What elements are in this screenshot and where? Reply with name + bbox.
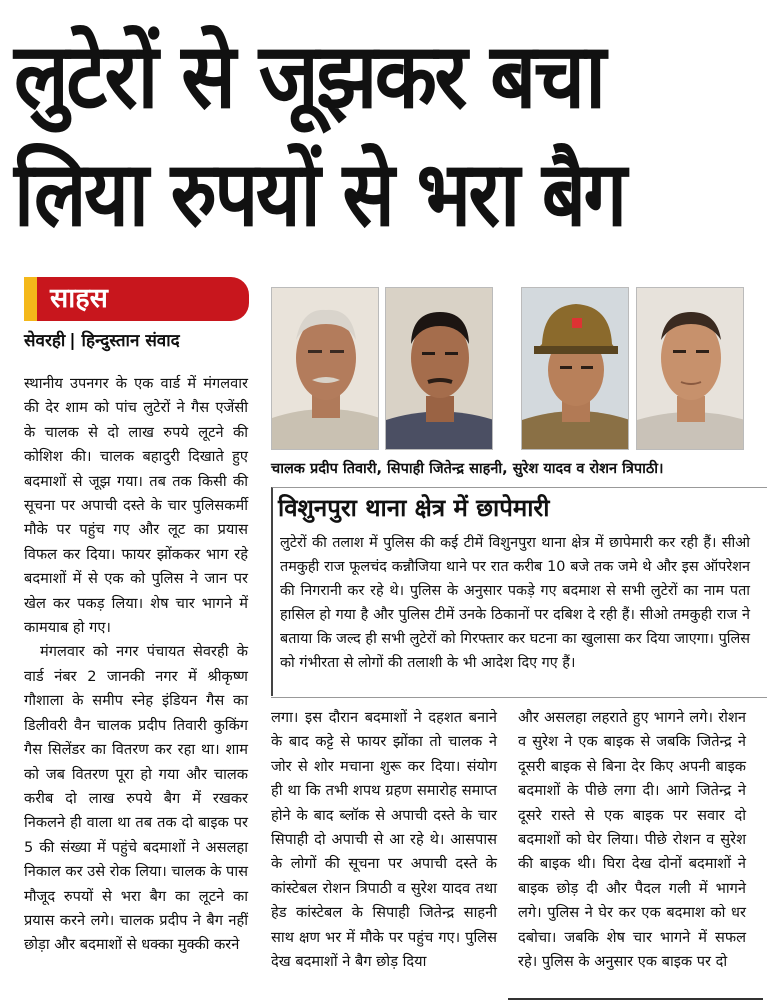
photo-driver-pradeep — [271, 287, 379, 450]
article-column-1 — [24, 372, 248, 958]
photo-constable-roshan — [636, 287, 744, 450]
kicker-accent-bar — [24, 277, 37, 321]
byline-place: सेवरही — [24, 331, 66, 351]
article-column-2: लगा। इस दौरान बदमाशों ने दहशत बनाने के बाद कट्टे से फायर झोंका तो चालक ने जोर से शोर मचाना शुरू कर दिया। संयोग ही था कि तभी शपथ ग्रहण समारोह समाप्त होने के बाद ब्लॉक से अपाची दस्ते के चार सिपाही दो अपाची से आ रहे थे। आसपास के लोगों की सूचना पर अपाची दस्ते के कांस्टेबल रोशन त्रिपाठी व सुरेश यादव तथा हेड कांस्टेबल के सिपाही जितेन्द्र साहनी साथ क्षण भर में मौके पर पहुंच गए। पुलिस देख बदमाशों ने बैग छोड़ दिया — [271, 709, 497, 971]
byline-separator: | — [69, 331, 76, 351]
sidebox-title: विशुनपुरा थाना क्षेत्र में छापेमारी — [278, 494, 550, 522]
byline — [24, 328, 180, 351]
photo-constable-suresh — [521, 287, 629, 450]
photo-constable-jitendra — [385, 287, 493, 450]
kicker-label — [24, 277, 249, 321]
article-paragraph-1: स्थानीय उपनगर के एक वार्ड में मंगलवार की देर शाम को पांच लुटेरों ने गैस एजेंसी के चालक से दो लाख रुपये लूटने की कोशिश की। चालक बहादुरी दिखाते हुए बदमाशों से जूझ गया। तब तक किसी की सूचना पर अपाची दस्ते के चार पुलिसकर्मी मौके पर पहुंच गए और लूट का प्रयास विफल कर दिया। फायर झोंककर भाग रहे बदमाशों में से एक को पुलिस ने जान पर खेल कर पकड़ लिया। शेष चार भागने में कामयाब हो गए। — [24, 375, 248, 637]
headline-line-2: लिया रुपयों से भरा बैग — [14, 142, 625, 247]
headline-line-1: लुटेरों से जूझकर बचा — [14, 24, 604, 129]
bottom-divider — [508, 998, 763, 1000]
sidebox-body: लुटेरों की तलाश में पुलिस की कई टीमें विशुनपुरा थाना क्षेत्र में छापेमारी कर रही हैं। सीओ तमकुही राज फूलचंद कन्नौजिया थाने पर रात करीब 10 बजे तक जमे थे और इस ऑपरेशन की निगरानी कर रहे थे। पुलिस के अनुसार पकड़े गए बदमाश से सभी लुटेरों का नाम पता हासिल हो गया है और पुलिस टीमें उनके ठिकानों पर दबिश दे रही हैं। सीओ तमकुही राज ने बताया कि जल्द ही सभी लुटेरों को गिरफ्तार कर घटना का खुलासा कर दिया जाएगा। पुलिस को गंभीरता से लोगों की तलाशी के भी आदेश दिए गए हैं। — [280, 535, 750, 671]
kicker-text: साहस — [50, 283, 108, 314]
byline-source: हिन्दुस्तान संवाद — [81, 331, 180, 351]
photo-caption: चालक प्रदीप तिवारी, सिपाही जितेन्द्र साहनी, सुरेश यादव व रोशन त्रिपाठी। — [271, 461, 664, 477]
article-paragraph-2: मंगलवार को नगर पंचायत सेवरही के वार्ड नंबर 2 जानकी नगर में श्रीकृष्ण गौशाला के समीप स्नेह इंडियन गैस का डिलीवरी वैन चालक प्रदीप तिवारी कुकिंग गैस सिलेंडर का वितरण कर रहा था। शाम को जब वितरण पूरा हो गया और चालक करीब दो लाख रुपये बैग में रखकर निकलने ही वाला था तब तक दो बाइक पर 5 की संख्या में पहुंचे बदमाशों ने असलहा निकाल कर उसे रोक लिया। चालक के पास मौजूद रुपयों से भरा बैग का लूटने का प्रयास करने लगे। चालक प्रदीप ने बैग नहीं छोड़ा और बदमाशों से धक्का मुक्की करने — [24, 643, 248, 954]
photo-strip — [271, 287, 744, 450]
section-divider — [271, 697, 767, 698]
article-column-3: और असलहा लहराते हुए भागने लगे। रोशन व सुरेश ने एक बाइक से जबकि जितेन्द्र ने दूसरी बाइक से बिना देर किए अपनी बाइक बदमाशों के पीछे लगा दी। आगे जितेन्द्र ने दूसरे रास्ते से एक बाइक पर सवार दो बदमाशों को घेर लिया। पीछे रोशन व सुरेश की बाइक थी। घिरा देख दोनों बदमाशों ने बाइक छोड़ दी और पैदल गली में भागने लगे। पुलिस ने घेर कर एक बदमाश को धर दबोचा। जबकि शेष चार भागने में सफल रहे। पुलिस के अनुसार एक बाइक पर दो — [518, 709, 746, 971]
